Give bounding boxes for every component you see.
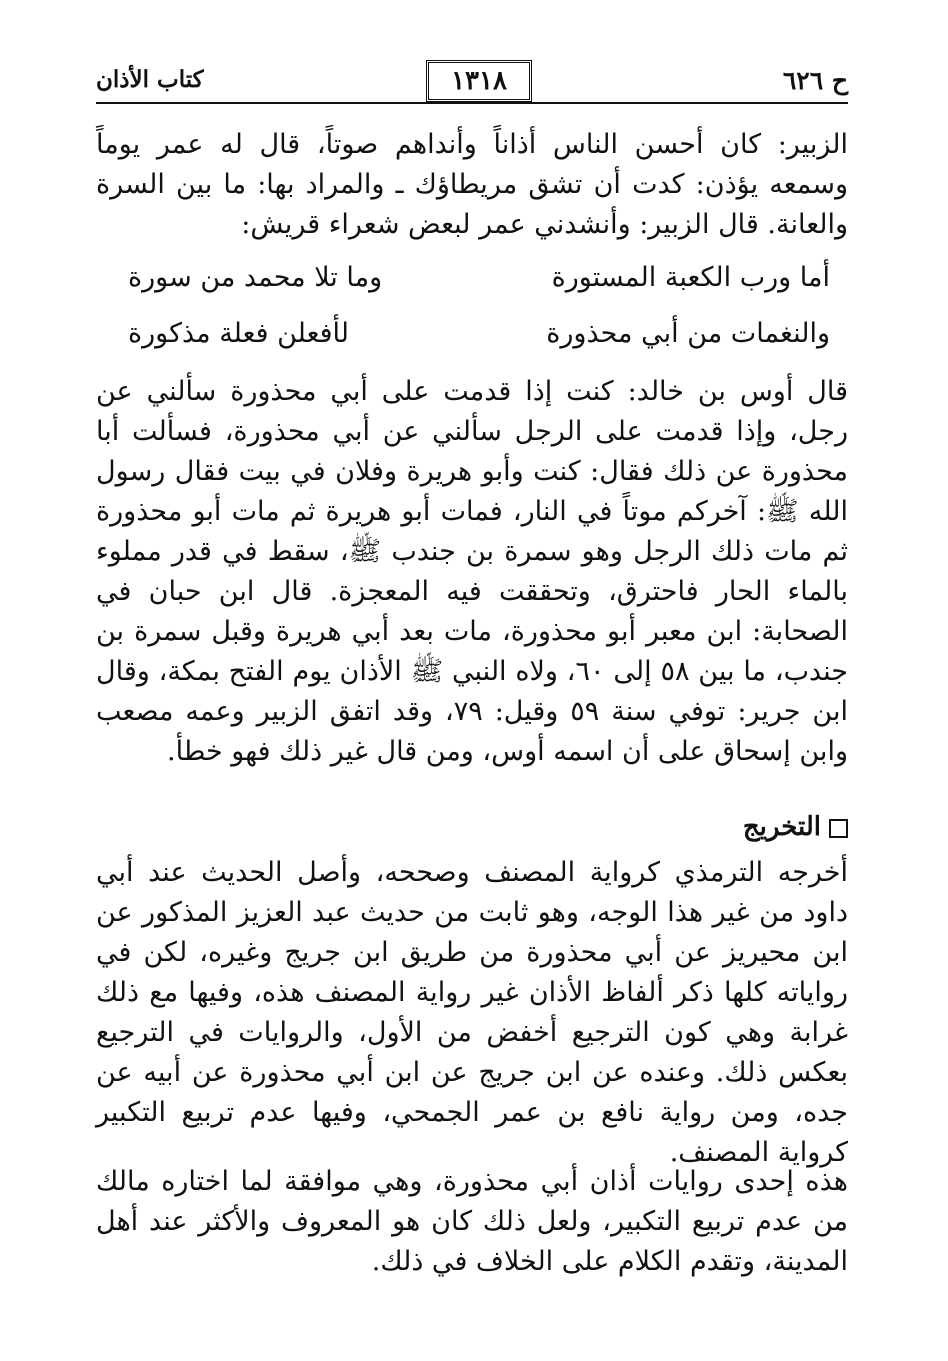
header-page-number: ١٣١٨ bbox=[426, 60, 532, 102]
section-heading bbox=[743, 812, 848, 842]
header-chapter-title: كتاب الأذان bbox=[96, 66, 204, 93]
paragraph-2: قال أوس بن خالد: كنت إذا قدمت على أبي محذورة سألني عن رجل، وإذا قدمت على الرجل سألني عن أبي محذورة، فسألت أبا محذورة عن ذلك فقال: كنت وأبو هريرة وفلان في بيت فقال رسول الله ﷺ: آخركم موتاً في النار، فمات أبو هريرة ثم مات أبو محذورة ثم مات ذلك الرجل وهو سمرة بن جندب ﷺ، سقط في قدر مملوء بالماء الحار فاحترق، وتحققت فيه المعجزة. قال ابن حبان في الصحابة: ابن معبر أبو محذورة، مات بعد أبي هريرة وقبل سمرة بن جندب، ما بين ٥٨ إلى ٦٠، ولاه النبي ﷺ الأذان يوم الفتح بمكة، وقال ابن جرير: توفي سنة ٥٩ وقيل: ٧٩، وقد اتفق الزبير وعمه مصعب وابن إسحاق على أن اسمه أوس، ومن قال غير ذلك فهو خطأ. bbox=[96, 376, 848, 767]
header-page-reference: ح ٦٢٦ bbox=[782, 66, 848, 95]
verse-2-first-hemistich: والنغمات من أبي محذورة bbox=[546, 318, 830, 349]
paragraph-1: الزبير: كان أحسن الناس أذاناً وأنداهم صوتاً، قال له عمر يوماً وسمعه يؤذن: كدت أن تشق مريطاؤك ـ والمراد بها: ما بين السرة والعانة. قال الزبير: وأنشدني عمر لبعض شعراء قريش: bbox=[96, 129, 848, 240]
verse-2-second-hemistich: لأفعلن فعلة مذكورة bbox=[128, 318, 350, 349]
paragraph-4: هذه إحدى روايات أذان أبي محذورة، وهي موافقة لما اختاره مالك من عدم تربيع التكبير، ولعل ذلك كان هو المعروف والأكثر عند أهل المدينة، وتقدم الكلام على الخلاف في ذلك. bbox=[96, 1166, 848, 1277]
header-divider bbox=[96, 102, 848, 104]
paragraph-3: أخرجه الترمذي كرواية المصنف وصححه، وأصل الحديث عند أبي داود من غير هذا الوجه، وهو ثابت من حديث عبد العزيز المذكور عن ابن محيريز عن أبي محذورة من طريق ابن جريج وغيره، لكن في رواياته كلها ذكر ألفاظ الأذان غير رواية المصنف هذه، وفيها مع ذلك غرابة وهي كون الترجيع أخفض من الأول، والروايات في الترجيع بعكس ذلك. وعنده عن ابن جريج عن ابن أبي محذورة عن أبيه عن جده، ومن رواية نافع بن عمر الجمحي، وفيها عدم تربيع التكبير كرواية المصنف. bbox=[96, 857, 848, 1168]
section-title: التخريج bbox=[742, 812, 821, 842]
verse-1-second-hemistich: وما تلا محمد من سورة bbox=[128, 262, 383, 293]
page-header bbox=[96, 60, 848, 106]
verse-1-first-hemistich: أما ورب الكعبة المستورة bbox=[551, 262, 830, 293]
square-bullet-icon bbox=[829, 819, 848, 838]
